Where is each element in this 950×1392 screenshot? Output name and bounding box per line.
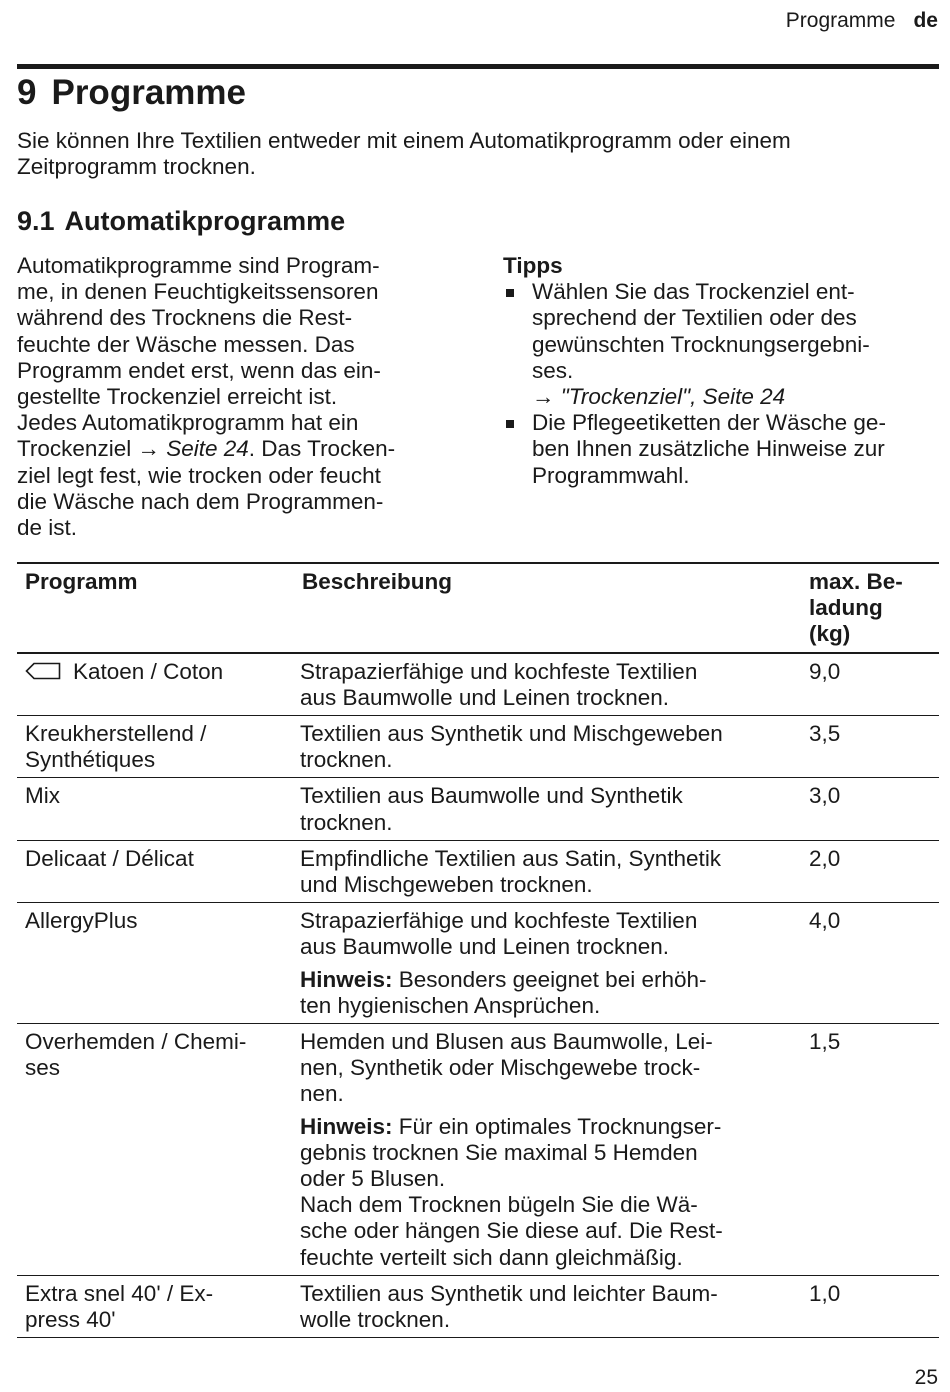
program-name-cell bbox=[17, 653, 294, 716]
text-line: ziel legt fest, wie trocken oder feucht bbox=[17, 462, 381, 488]
intro-line: Zeitprogramm trocknen. bbox=[17, 154, 256, 179]
tip-line: ben Ihnen zusätzliche Hinweise zur bbox=[532, 436, 885, 462]
column-header-program: Programm bbox=[17, 563, 294, 653]
column-header-load: max. Be- ladung (kg) bbox=[801, 563, 939, 653]
section-heading bbox=[17, 204, 345, 238]
table-row bbox=[17, 1024, 939, 1276]
table-row bbox=[17, 840, 939, 902]
program-name-cell: AllergyPlus bbox=[17, 903, 294, 1024]
cotton-program-icon bbox=[25, 662, 61, 680]
text-line: feuchte der Wäsche messen. Das bbox=[17, 331, 355, 357]
tip-line: Die Pflegeetiketten der Wäsche ge- bbox=[532, 410, 886, 436]
program-name-cell: Extra snel 40' / Ex- press 40' bbox=[17, 1275, 294, 1337]
note-label: Hinweis: bbox=[300, 1113, 393, 1139]
program-name-cell: Overhemden / Chemi- ses bbox=[17, 1024, 294, 1276]
program-name-cell: Kreukherstellend / Synthétiques bbox=[17, 716, 294, 778]
page-number: 25 bbox=[914, 1366, 938, 1389]
description-cell: Empfindliche Textilien aus Satin, Synthetik und Mischgeweben trocknen. bbox=[294, 840, 801, 902]
description-cell: Strapazierfähige und kochfeste Textilien aus Baumwolle und Leinen trocknen. Hinweis: Besonders geeignet bei erhöh- ten hygienischen Ansprüchen. bbox=[294, 903, 801, 1024]
text-line: die Wäsche nach dem Programmen- bbox=[17, 488, 384, 514]
description-cell: Textilien aus Synthetik und leichter Baum- wolle trocknen. bbox=[294, 1275, 801, 1337]
intro-paragraph bbox=[17, 128, 939, 180]
text-line: de ist. bbox=[17, 515, 78, 541]
text-line: während des Trocknens die Rest- bbox=[17, 305, 353, 331]
text-line: Programm endet erst, wenn das ein- bbox=[17, 357, 381, 383]
text-line bbox=[17, 436, 457, 462]
table-header-row bbox=[17, 563, 939, 653]
load-cell: 3,0 bbox=[801, 778, 939, 840]
program-name-cell: Delicaat / Délicat bbox=[17, 840, 294, 902]
running-header bbox=[786, 8, 938, 34]
text-fragment: . Das Trocken- bbox=[248, 436, 396, 462]
load-cell: 1,0 bbox=[801, 1275, 939, 1337]
table-row bbox=[17, 778, 939, 840]
load-cell: 3,5 bbox=[801, 716, 939, 778]
table-row bbox=[17, 653, 939, 716]
text-line: me, in denen Feuchtigkeitssensoren bbox=[17, 279, 379, 305]
tip-line: gewünschten Trocknungsergebni- bbox=[532, 331, 870, 357]
load-cell: 4,0 bbox=[801, 903, 939, 1024]
description-cell: Strapazierfähige und kochfeste Textilien aus Baumwolle und Leinen trocknen. bbox=[294, 653, 801, 716]
tip-link-line bbox=[532, 384, 939, 410]
note-block: Hinweis: Besonders geeignet bei erhöh- ten hygienischen Ansprüchen. bbox=[300, 966, 707, 1018]
program-name: Katoen / Coton bbox=[73, 658, 224, 684]
tip-line: Programmwahl. bbox=[532, 462, 690, 488]
page-reference-link[interactable]: Seite 24 bbox=[166, 436, 249, 462]
header-section: Programme bbox=[785, 9, 896, 32]
tip-item bbox=[503, 279, 939, 410]
header-language: de bbox=[913, 9, 938, 32]
text-line: Automatikprogramme sind Program- bbox=[17, 253, 380, 278]
tips-title: Tipps bbox=[503, 253, 563, 278]
tip-item bbox=[503, 410, 939, 489]
text-line: Jedes Automatikprogramm hat ein bbox=[17, 410, 359, 436]
bullet-square-icon bbox=[506, 289, 514, 297]
chapter-heading bbox=[17, 72, 246, 114]
load-cell: 1,5 bbox=[801, 1024, 939, 1276]
bullet-square-icon bbox=[506, 420, 514, 428]
tip-line: ses. bbox=[532, 357, 574, 383]
table-row bbox=[17, 903, 939, 1024]
load-cell: 2,0 bbox=[801, 840, 939, 902]
program-name-cell: Mix bbox=[17, 778, 294, 840]
tip-line: sprechend der Textilien oder des bbox=[532, 305, 857, 331]
load-cell: 9,0 bbox=[801, 653, 939, 716]
table-row bbox=[17, 1275, 939, 1337]
description-cell: Textilien aus Baumwolle und Synthetik trocknen. bbox=[294, 778, 801, 840]
text-line: gestellte Trockenziel erreicht ist. bbox=[17, 384, 338, 410]
tips-box bbox=[503, 253, 939, 489]
chapter-number: 9 bbox=[17, 73, 37, 112]
automatic-programs-description bbox=[17, 253, 457, 541]
tip-line: Wählen Sie das Trockenziel ent- bbox=[532, 279, 855, 305]
description-cell: Hemden und Blusen aus Baumwolle, Lei- nen, Synthetik oder Mischgewebe trock- nen. Hinweis: Für ein optimales Trocknungser- gebnis trocknen Sie maximal 5 Hemden oder 5 Blusen. Nach dem Trocknen bügeln Sie die Wä- sche oder hängen Sie diese auf. Die Rest- feuchte verteilt sich dann gleichmäßig. bbox=[294, 1024, 801, 1276]
header-rule bbox=[17, 64, 939, 69]
section-number: 9.1 bbox=[17, 206, 55, 236]
arrow-icon: → bbox=[532, 384, 555, 410]
description-cell: Textilien aus Synthetik und Mischgeweben trocknen. bbox=[294, 716, 801, 778]
note-label: Hinweis: bbox=[300, 966, 393, 992]
section-title: Automatikprogramme bbox=[64, 206, 346, 236]
column-header-description: Beschreibung bbox=[294, 563, 801, 653]
chapter-title: Programme bbox=[51, 73, 246, 112]
text-fragment: Trockenziel → bbox=[17, 436, 160, 462]
table-row bbox=[17, 716, 939, 778]
program-table bbox=[17, 562, 939, 1338]
note-block: Hinweis: Für ein optimales Trocknungser- gebnis trocknen Sie maximal 5 Hemden oder 5 Blusen. Nach dem Trocknen bügeln Sie die Wä- sche oder hängen Sie diese auf. Die Rest- feuchte verteilt sich dann gleichmäßig. bbox=[300, 1113, 723, 1270]
intro-line: Sie können Ihre Textilien entweder mit einem Automatikprogramm oder einem bbox=[17, 128, 791, 153]
trockenziel-reference-link[interactable]: "Trockenziel", Seite 24 bbox=[560, 384, 786, 410]
